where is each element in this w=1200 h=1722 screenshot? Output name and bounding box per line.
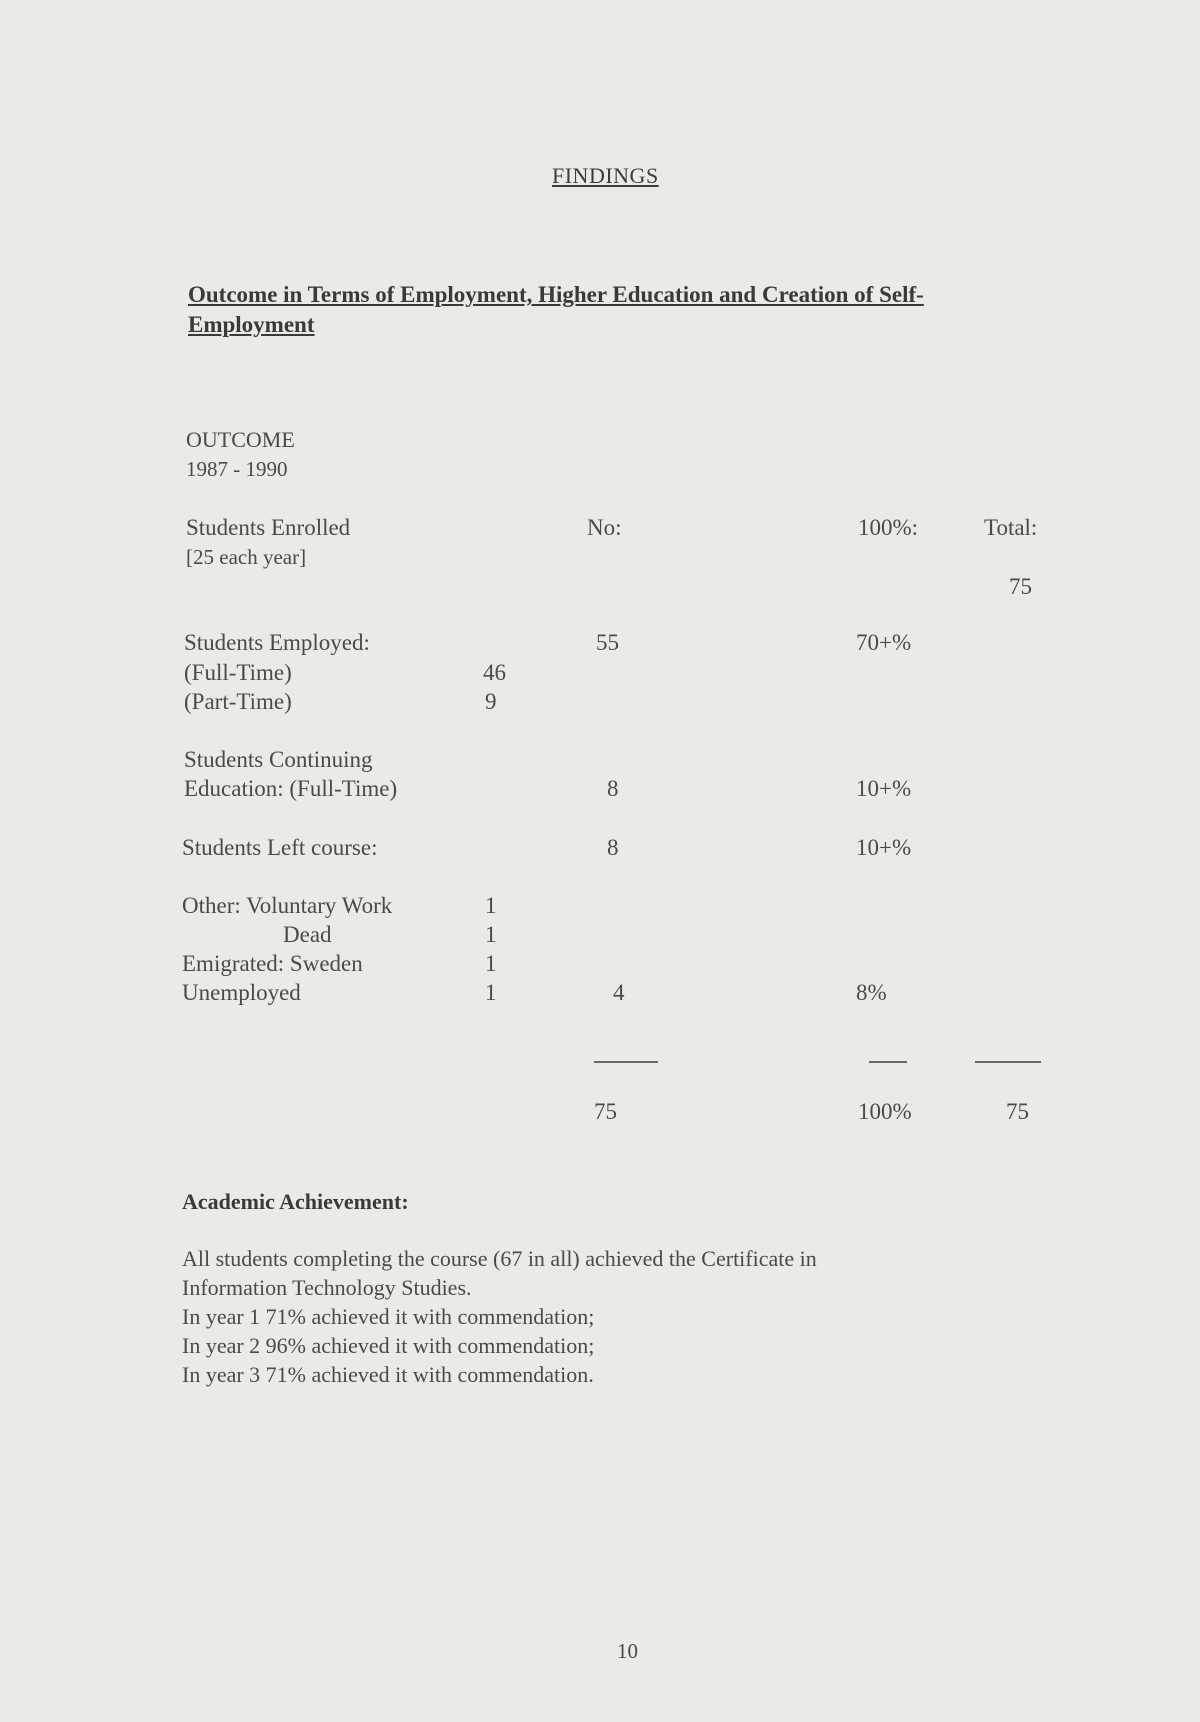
academic-line: In year 3 71% achieved it with commendation. [182,1362,594,1387]
employed-part-value: 9 [485,689,497,714]
grand-total-no: 75 [594,1099,617,1124]
academic-line: Information Technology Studies. [182,1275,472,1300]
other-item-value: 1 [485,980,497,1005]
page-title: FINDINGS [552,163,659,188]
academic-line: All students completing the course (67 in all) achieved the Certificate in [182,1246,817,1271]
employed-no: 55 [596,630,619,655]
left-course-percent: 10+% [856,835,912,860]
enrolled-total-value: 75 [1009,574,1032,599]
section-subtitle: Outcome in Terms of Employment, Higher Education and Creation of Self-Employment [188,282,924,337]
other-item-value: 1 [485,922,497,947]
total-rule-percent [869,1061,907,1063]
continuing-no: 8 [607,776,619,801]
other-item-label: Unemployed [182,980,301,1005]
academic-heading: Academic Achievement: [182,1189,409,1214]
other-item-value: 1 [485,893,497,918]
page-number: 10 [617,1639,638,1663]
other-item-label: Emigrated: Sweden [182,951,363,976]
enrolled-note: [25 each year] [186,545,307,569]
other-item-label: Other: Voluntary Work [182,893,393,918]
employed-label: Students Employed: [184,630,370,655]
grand-total-percent: 100% [858,1099,912,1124]
employed-part-label: (Part-Time) [184,689,292,714]
academic-line: In year 1 71% achieved it with commendation; [182,1304,595,1329]
outcome-heading: OUTCOME [186,427,295,452]
column-header-percent: 100%: [858,515,919,540]
left-course-no: 8 [607,835,619,860]
employed-full-value: 46 [483,660,506,685]
grand-total-total: 75 [1006,1099,1029,1124]
continuing-label-line1: Students Continuing [184,747,373,772]
other-percent: 8% [856,980,887,1005]
total-rule-no [594,1061,658,1063]
left-course-label: Students Left course: [182,835,378,860]
column-header-no: No: [587,515,622,540]
total-rule-total [975,1061,1041,1063]
outcome-years: 1987 - 1990 [186,457,288,481]
continuing-label-line2: Education: (Full-Time) [184,776,398,801]
enrolled-label: Students Enrolled [186,515,351,540]
other-no: 4 [613,980,625,1005]
column-header-total: Total: [984,515,1038,540]
continuing-percent: 10+% [856,776,912,801]
academic-line: In year 2 96% achieved it with commendation; [182,1333,595,1358]
employed-percent: 70+% [856,630,912,655]
other-item-value: 1 [485,951,497,976]
other-item-label: Dead [283,922,332,947]
employed-full-label: (Full-Time) [184,660,292,685]
